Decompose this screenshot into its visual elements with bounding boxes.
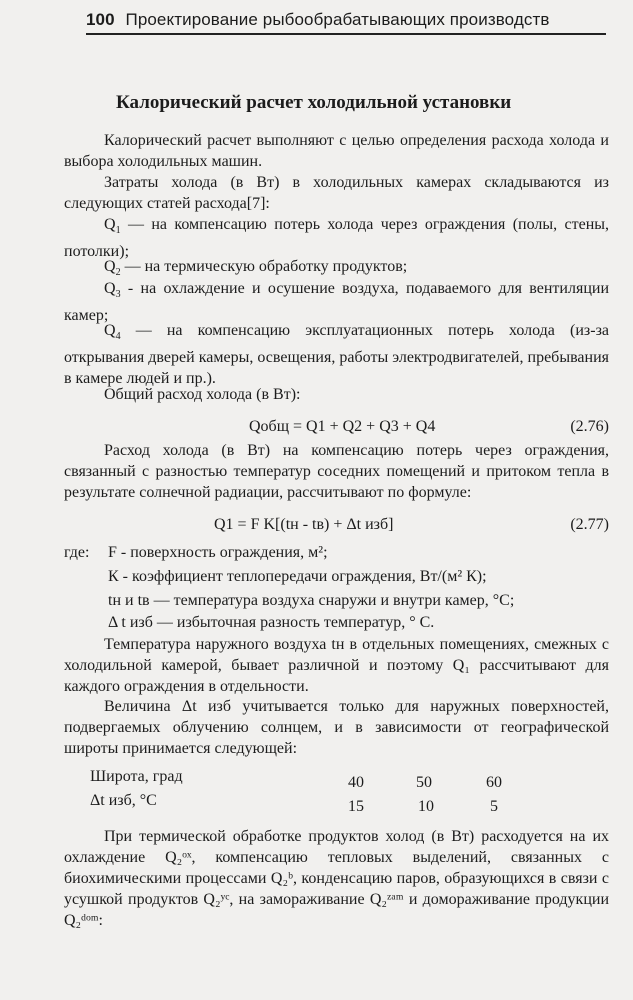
where-k: К - коэффициент теплопередачи ограждения, Вт/(м² К); <box>108 568 487 585</box>
paragraph-costs: Затраты холода (в Вт) в холодильных камерах складываются из следующих статей расхода[7]: <box>64 174 609 212</box>
equation-number-2-76: (2.76) <box>570 418 609 435</box>
formula-2-76 <box>64 418 609 440</box>
where-prefix: где: <box>64 544 90 561</box>
where-dt: Δ t изб — избыточная разность температур, ° С. <box>108 614 435 631</box>
paragraph-thermal-processing: При термической обработке продуктов холод (в Вт) расходуется на их охлаждение Q₂ᵒˣ, компенсацию тепловых выделений, связанных с биохимическими процессами Q₂ᵇ, конденсацию паров, образующихся в связи с усушкой продуктов Q₂ʸᶜ, на замораживание Q₂ᶻᵃᵐ и домораживание продукции Q₂ᵈᵒᵐ: <box>64 828 609 929</box>
section-title: Калорический расчет холодильной установки <box>116 92 512 113</box>
latitude-value: 50 <box>416 774 432 791</box>
list-item-q3: $Q_3$ - на охлаждение и осушение воздуха, подаваемого для вентиляции камер; <box>64 280 610 325</box>
formula-walls-expression: Q1 = F K[(tн - tв) + Δt изб] <box>214 516 394 533</box>
formula-2-77 <box>64 516 609 538</box>
where-f: F - поверхность ограждения, м²; <box>108 544 328 561</box>
page-number: 100 <box>86 10 115 29</box>
delta-value: 10 <box>418 798 434 815</box>
paragraph-delta-t: Величина Δt изб учитывается только для наружных поверхностей, подвергаемых облучению солнцем, и в зависимости от географической широты принимается следующей: <box>64 698 609 757</box>
running-title: Проектирование рыбообрабатывающих производств <box>125 10 550 29</box>
list-item-q1: $Q_1$ — на компенсацию потерь холода через ограждения (полы, стены, потолки); <box>64 216 610 261</box>
q1-description: — на компенсацию потерь холода через ограждения (полы, стены, потолки); <box>64 216 610 261</box>
latitude-value: 60 <box>486 774 502 791</box>
q2-description: — на термическую обработку продуктов; <box>124 258 408 275</box>
formula-total-expression: Qобщ = Q1 + Q2 + Q3 + Q4 <box>249 418 436 435</box>
paragraph-intro: Калорический расчет выполняют с целью определения расхода холода и выбора холодильных машин. <box>64 132 609 170</box>
q3-description: - на охлаждение и осушение воздуха, подаваемого для вентиляции камер; <box>64 280 610 325</box>
q4-description: — на компенсацию эксплуатационных потерь холода (из-за открывания дверей камеры, освещения, работы электродвигателей, пребывания в камере людей и пр.). <box>64 322 609 388</box>
paragraph-outdoor-temp: Температура наружного воздуха tн в отдельных помещениях, смежных с холодильной камерой, бывает различной и поэтому Q₁ рассчитывают для каждого ограждения в отдельности. <box>64 636 609 695</box>
page-header <box>86 10 606 35</box>
latitude-value: 40 <box>348 774 364 791</box>
list-item-q2: $Q_2$ — на термическую обработку продуктов; <box>104 258 408 279</box>
delta-value: 5 <box>490 798 498 815</box>
list-item-q4: $Q_4$ — на компенсацию эксплуатационных потерь холода (из-за открывания дверей камеры, освещения, работы электродвигателей, пребывания в камере людей и пр.). <box>64 322 609 388</box>
delta-label: Δt изб, °С <box>90 792 157 809</box>
paragraph-total: Общий расход холода (в Вт): <box>104 386 301 403</box>
delta-value: 15 <box>348 798 364 815</box>
latitude-label: Широта, град <box>90 768 183 785</box>
paragraph-through-walls: Расход холода (в Вт) на компенсацию потерь через ограждения, связанный с разностью температур соседних помещений и притоком тепла в результате солнечной радиации, рассчитывают по формуле: <box>64 442 609 501</box>
where-t: tн и tв — температура воздуха снаружи и внутри камер, °С; <box>108 592 515 609</box>
equation-number-2-77: (2.77) <box>570 516 609 533</box>
